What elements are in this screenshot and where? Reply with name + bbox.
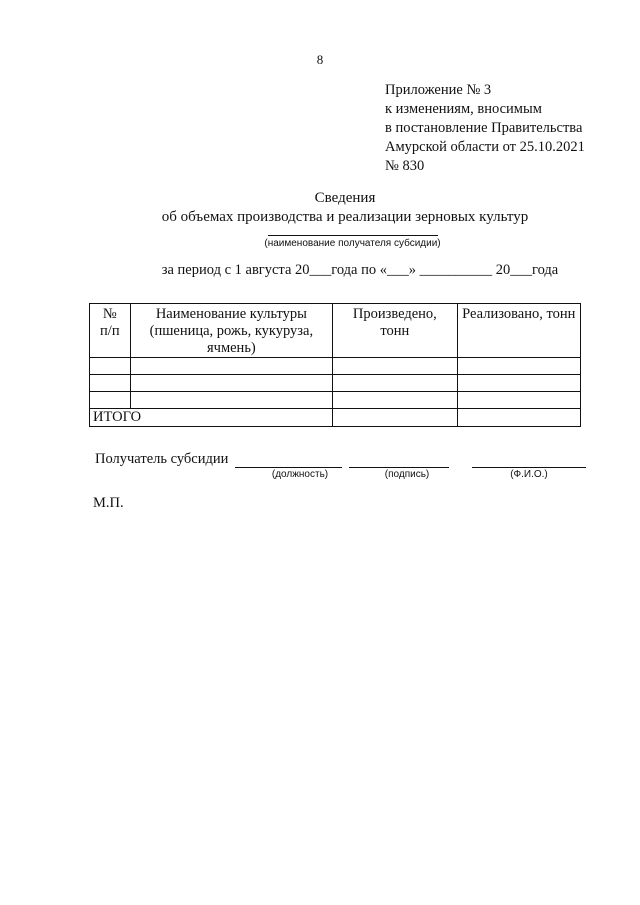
table-row [90, 375, 581, 392]
document-title: Сведения [314, 190, 376, 206]
appendix-line: № 830 [385, 158, 425, 174]
page-number: 8 [316, 52, 324, 67]
data-table [89, 303, 581, 427]
table-cell [90, 375, 131, 392]
appendix-line: в постановление Правительства [385, 120, 583, 136]
table-cell [333, 358, 457, 375]
appendix-line: Амурской области от 25.10.2021 [385, 139, 585, 155]
table-cell [130, 392, 332, 409]
period-line: за период с 1 августа 20___года по «___» __________ 20___года [161, 262, 559, 278]
document-subtitle: об объемах производства и реализации зерновых культур [161, 209, 529, 225]
table-cell [457, 375, 580, 392]
table-cell [333, 375, 457, 392]
recipient-blank-line [268, 235, 438, 236]
signature-caption: (подпись) [384, 469, 430, 480]
signature-blank-line [349, 467, 449, 468]
table-cell [130, 375, 332, 392]
header-sold: Реализовано, тонн [457, 304, 580, 358]
header-produced: Произведено, тонн [333, 304, 457, 358]
table-row [90, 358, 581, 375]
table-cell [333, 409, 457, 427]
signature-label: Получатель субсидии [95, 451, 229, 467]
name-blank-line [472, 467, 586, 468]
table-cell [90, 358, 131, 375]
table-cell [457, 409, 580, 427]
appendix-block [385, 81, 585, 176]
total-label: ИТОГО [90, 409, 333, 427]
appendix-line: к изменениям, вносимым [385, 101, 542, 117]
table-cell [457, 392, 580, 409]
header-number: № п/п [90, 304, 131, 358]
position-blank-line [235, 467, 342, 468]
table-cell [130, 358, 332, 375]
name-caption: (Ф.И.О.) [510, 469, 548, 480]
position-caption: (должность) [271, 469, 329, 480]
appendix-line: Приложение № 3 [385, 82, 492, 98]
table-header-row [90, 304, 581, 358]
recipient-caption: (наименование получателя субсидии) [264, 238, 441, 249]
table-row [90, 392, 581, 409]
table-total-row [90, 409, 581, 427]
table-cell [457, 358, 580, 375]
table-cell [90, 392, 131, 409]
header-crop: Наименование культуры (пшеница, рожь, кукуруза, ячмень) [130, 304, 332, 358]
table-cell [333, 392, 457, 409]
stamp-label: М.П. [93, 495, 124, 511]
